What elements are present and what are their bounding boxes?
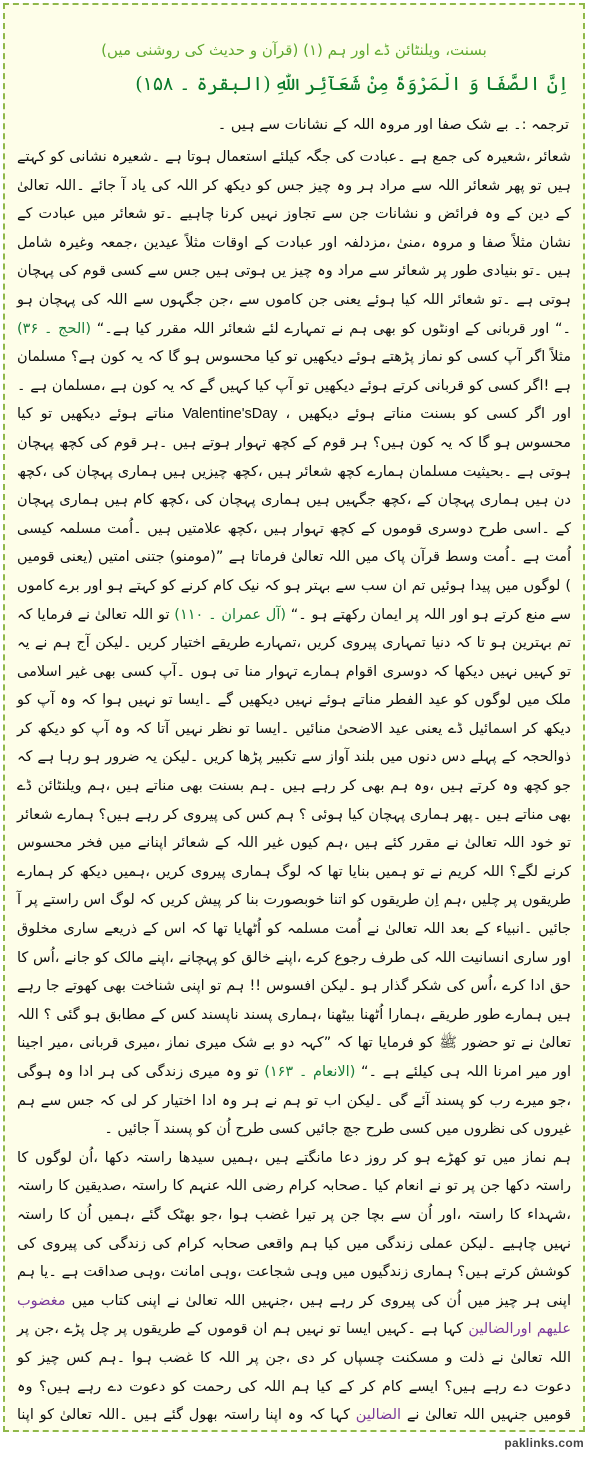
paragraph-text: کہا کہ وہ اپنا راستہ بھول گئے ہیں ۔اللہ تعالیٰ کو اپنا [17,1407,350,1424]
paragraph-text: تو وہ میری زندگی کی ہر ادا وہ ہوگی ،جو میرے رب کو پسند آئے گی ۔لیکن اب تو ہم نے ہر وہ ادا اختیار کر لی کہ جس سے ہم غیروں کی نظروں میں کسی طرح جچ جائیں کسی طرح اُن کو پسند آ جائیں ۔ [17,1064,571,1138]
paragraph-text: مثلاً اگر آپ کسی کو نماز پڑھتے ہوئے دیکھیں تو کیا محسوس ہو گا کہ یہ کون ہے؟ مسلمان ہے !اگر کسی کو قربانی کرتے ہوئے دیکھیں تو آپ کیا کہیں گے کہ یہ کون ہے ،مسلمان ہے ۔اور اگر کسی کو بسنت مناتے ہوئے دیکھیں ، [17,349,572,423]
highlighted-term: مغضوب علیھم اورالضالین [17,1292,571,1338]
article-frame [3,3,585,1432]
article-body [17,143,571,1432]
quran-reference: (آل عمران ۔ ۱۱۰) [174,606,287,623]
paragraph-text: مناتے ہوئے دیکھیں تو کیا محسوس ہو گا کہ یہ کون ہیں؟ ہر قوم کے کچھ تہوار ہوتے ہیں ۔ہر قوم کی کچھ پہچان ہوتی ہے ۔بحیثیت مسلمان ہمارے کچھ شعائر ہیں ،کچھ چیزیں ہیں ہماری پہچان کی ،کچھ دن ہیں ہماری پہچان کے ،کچھ جگہیں ہیں ہماری پہچان کی ،کچھ کام ہیں ہماری پہچان کے ۔اسی طرح دوسری قوموں کے کچھ تہوار ہیں ،کچھ علامتیں ہیں ۔اُمت مسلمہ کیسی اُمت ہے ۔اُمت وسط قرآن پاک میں اللہ تعالیٰ فرماتا ہے ”(مومنو) جتنی امتیں (یعنی قومیں ) لوگوں میں پیدا ہوئیں تم ان سب سے بہتر ہو کہ نیک کام کرنے کو کہتے ہو اور برے کاموں سے منع کرتے ہو اور اللہ پر ایمان رکھتے ہو ۔“ [17,406,572,623]
paragraph-text: شعائر ،شعیرہ کی جمع ہے ۔عبادت کی جگہ کیلئے استعمال ہوتا ہے ۔شعیرہ نشانی کو کہتے ہیں تو پھر شعائر اللہ سے مراد ہر وہ چیز جس کو دیکھ کر اللہ کی یاد آ جائے ۔اللہ تعالیٰ کے دین کے وہ فرائض و نشانات جن سے تجاوز نہیں کرنا چاہیے ۔تو شعائر میں عبادت کے نشان مثلاً صفا و مروہ ،منیٰ ،مزدلفہ اور عبادت کے اوقات مثلاً عیدین ،جمعہ وغیرہ شامل ہیں ۔تو بنیادی طور پر شعائر سے مراد وہ چیز یں ہوتی ہیں جس سے کسی قوم کی پہچان ہوتی ہے ۔تو شعائر اللہ کیا ہوئے یعنی جن کاموں سے ،جن جگہوں سے اللہ کی پہچان ہو ۔“ اور قربانی کے اونٹوں کو بھی ہم نے تمہارے لئے شعائر اللہ مقرر کیا ہے۔“ [17,149,572,337]
highlighted-term: الضالین [355,1407,402,1424]
site-watermark: paklinks.com [504,1436,584,1450]
verse-translation: ترجمہ :۔ بے شک صفا اور مروہ اللہ کے نشانات سے ہیں ۔ [217,117,569,133]
paragraph-text: کہا ہے ۔کہیں ایسا تو نہیں ہم ان قوموں کے طریقوں پر چل پڑے ،جن پر اللہ تعالیٰ نے ذلت و مسکنت چسپاں کر دی ،جن پر اللہ کا غضب ہوا ۔ہم کس چیز کو دعوت دے رہے ہیں؟ ایسے کام کر کے کیا ہم اللہ کی رحمت کو دعوت دے رہے ہیں؟ وہ قومیں جنہیں اللہ تعالیٰ نے [17,1321,572,1424]
quran-reference: (الحج ۔ ۳۶) [17,320,91,337]
paragraph-text: ہم نماز میں تو کھڑے ہو کر روز دعا مانگتے ہیں ،ہمیں سیدھا راستہ دکھا ،اُن لوگوں کا راستہ دکھا جن پر تو نے انعام کیا ۔صحابہ کرام رضی اللہ عنہم کا راستہ ،صدیقین کا راستہ ،شہداء کا راستہ ،اور اُن سے بچا جن پر تیرا غضب ہوا ،جو بھٹک گئے ،ہمیں اُن کا راستہ نہیں چاہیے ۔لیکن عملی زندگی میں کیا ہم واقعی صحابہ کرام کی زندگی کی پیروی کی کوشش کرتے ہیں؟ ہماری زندگیوں میں وہی شجاعت ،وہی امانت ،وہی صداقت ہے ۔یا ہم اپنی ہر چیز میں اُن کی پیروی کر رہے ہیں ،جنہیں اللہ تعالیٰ نے اپنی کتاب میں [17,1149,572,1309]
verse-arabic: اِنَّ الصَّفَا وَ الْمَرْوَةَ مِنْ شَعَآئِرِ اللّٰهِ [276,73,569,95]
paragraph-text: تو اللہ تعالیٰ نے فرمایا کہ تم بہترین ہو تا کہ دنیا تمہاری پیروی کریں ،تمہارے طریقے اختیار کریں ۔لیکن آج ہم نے یہ تو کہیں نہیں دیکھا کہ دوسری اقوام ہمارے تہوار منا تی ہوں ۔آپ کسی بھی غیر اسلامی ملک میں لوگوں کو عید الفطر مناتے ہوئے نہیں دیکھیں گے ۔ایسا تو نہیں ہوا کہ وہ آپ کو دیکھ کر اسمائیل ڈے یعنی عید الاضحیٰ منائیں ۔ایسا تو نظر نہیں آتا کہ وہ آپ کو دیکھ کر ذوالحجہ کے پہلے دس دنوں میں بلند آواز سے تکبیر پڑھا کریں ۔لیکن یہ ضرور ہو رہا ہے کہ جو کچھ وہ کرتے ہیں ،وہ ہم بھی کر رہے ہیں ۔ہم بسنت بھی مناتے ہیں ،ہم ویلنٹائن ڈے بھی مناتے ہیں ۔پھر ہماری پہچان کیا ہوئی ؟ ہم کس کی پیروی کر رہے ہیں؟ ہمارے شعائر تو خود اللہ تعالیٰ نے مقرر کئے ہیں ،ہم کیوں غیر اللہ کے شعائر اپنانے میں فخر محسوس کرنے لگے؟ اللہ کریم نے تو ہمیں بنایا تھا کہ لوگ ہماری پیروی کریں ،ہمیں دیکھ کر ہمارے طریقوں پر چلیں ،ہم اِن طریقوں کو اتنا خوبصورت بنا کر پیش کریں کہ لوگ اس راستے پر آ جائیں ۔انبیاء کے بعد اللہ تعالیٰ نے اُمت مسلمہ کو اُٹھایا تھا کہ اس کے ذریعے ساری مخلوق اور ساری انسانیت اللہ کی طرف رجوع کرے ،اپنے خالق کو پہچانے ،اپنے مالک کو جانے ،اُس کا حق ادا کرے ،اُس کی شکر گذار ہو ۔لیکن افسوس !! ہم تو اپنی شناخت بھی کھوتے جا رہے ہیں ہمارے طور طریقے ،ہمارا اُٹھنا بیٹھنا ،ہماری پسند ناپسند کس کے مطابق ہو گئی ؟ اللہ تعالیٰ نے تو حضور ﷺ کو فرمایا تھا کہ ”کہہ دو بے شک میری نماز ،میری قربانی ،میر اجینا اور میر امرنا اللہ ہی کیلئے ہے ۔“ [17,606,572,1080]
quran-verse [23,73,569,95]
quran-reference: (الانعام ۔ ۱۶۳) [264,1064,356,1080]
valentines-day-term: Valentine'sDay [182,406,278,423]
paragraph-1 [17,143,571,1144]
verse-reference: (البقرۃ ۔ ۱۵۸) [135,73,271,95]
paragraph-2 [17,1144,571,1432]
article-title: بسنت، ویلنٹائن ڈے اور ہم (۱) (قرآن و حدیث کی روشنی میں) [101,41,487,59]
